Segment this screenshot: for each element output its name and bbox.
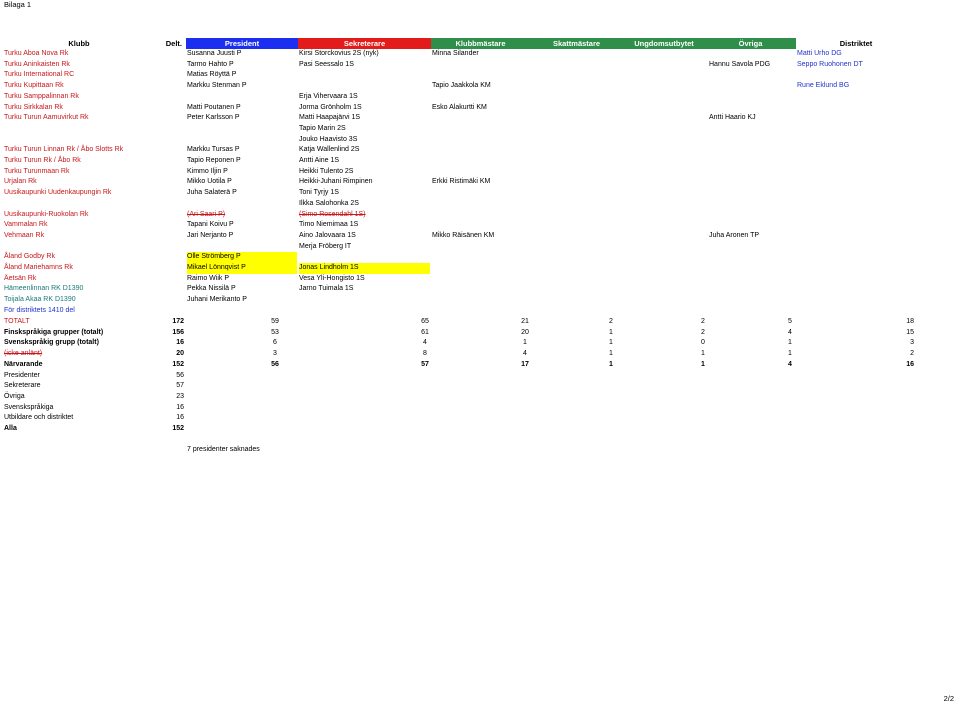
header-delt: Delt. xyxy=(165,39,182,48)
header-sekreterare: Sekreterare xyxy=(298,38,431,49)
summary-label: Utbildare och distriktet xyxy=(4,414,74,422)
sekreterare-cell: Jouko Haavisto 3S xyxy=(299,135,358,143)
sekreterare-cell: Pasi Seessalo 1S xyxy=(299,60,354,68)
summary-label: Presidenter xyxy=(4,371,40,379)
summary-label: Sekreterare xyxy=(4,382,41,390)
totals-label: TOTALT xyxy=(4,318,30,325)
table-row xyxy=(0,49,960,60)
sekreterare-count: 8 xyxy=(423,350,427,358)
club-name: Turku Turun Aamuvirkut Rk xyxy=(4,114,89,122)
table-row xyxy=(0,274,960,285)
table-row xyxy=(0,135,960,146)
ovriga-cell: Antti Haario KJ xyxy=(709,114,756,122)
klubbmastare-count: 21 xyxy=(521,318,529,325)
klubbmastare-count: 1 xyxy=(523,339,527,347)
president-cell: Olle Strömberg P xyxy=(187,252,297,263)
totals-row xyxy=(0,349,960,360)
president-cell: Mikael Lönnqvist P xyxy=(187,263,297,274)
skattmastare-count: 1 xyxy=(609,339,613,347)
president-cell: Juhani Merikanto P xyxy=(187,296,247,304)
klubbmastare-count: 17 xyxy=(521,360,529,368)
klubbmastare-cell: Tapio Jaakkola KM xyxy=(432,82,491,90)
table-row xyxy=(0,145,960,156)
summary-row xyxy=(0,413,960,424)
sekreterare-cell: Aino Jalovaara 1S xyxy=(299,231,356,239)
table-row xyxy=(0,156,960,167)
table-row xyxy=(0,199,960,210)
ovriga-cell: Hannu Savola PDG xyxy=(709,60,771,68)
table-row xyxy=(0,113,960,124)
klubbmastare-count: 4 xyxy=(523,350,527,358)
table-row xyxy=(0,60,960,71)
note-text: 7 presidenter saknades xyxy=(187,446,260,453)
sekreterare-cell: Toni Tyrjy 1S xyxy=(299,189,339,197)
summary-value: 56 xyxy=(176,371,184,379)
sekreterare-cell: (Simo Rosendahl 1S) xyxy=(299,210,366,218)
sekreterare-count: 61 xyxy=(421,328,429,336)
president-cell: Pekka Nissilä P xyxy=(187,285,236,293)
totals-row xyxy=(0,338,960,349)
president-cell: Jari Nerjanto P xyxy=(187,231,234,239)
summary-row xyxy=(0,403,960,414)
sekreterare-cell: Heikki-Juhani Rimpinen xyxy=(299,178,373,186)
table-row xyxy=(0,295,960,306)
table-row xyxy=(0,103,960,114)
table-row xyxy=(0,242,960,253)
ungdomsutbytet-count: 1 xyxy=(701,360,705,368)
sekreterare-count: 65 xyxy=(421,318,429,325)
totals-row xyxy=(0,317,960,328)
sekreterare-cell: Tapio Marin 2S xyxy=(299,124,346,132)
president-cell: Matias Röyttä P xyxy=(187,71,237,79)
table-row xyxy=(0,92,960,103)
page-number: 2/2 xyxy=(943,694,954,703)
club-name: Turku Sirkkalan Rk xyxy=(4,103,63,111)
distriktet-cell: Seppo Ruohonen DT xyxy=(797,60,863,68)
totals-label: Svenskspråkig grupp (totalt) xyxy=(4,339,99,347)
president-cell: Matti Poutanen P xyxy=(187,103,241,111)
president-cell: Susanna Juusti P xyxy=(187,50,242,57)
header-skattmastare: Skattmästare xyxy=(530,38,623,49)
header-president: President xyxy=(186,38,298,49)
distriktet-count: 2 xyxy=(910,350,914,358)
president-cell: (Ari Saari P) xyxy=(187,210,226,218)
skattmastare-count: 1 xyxy=(609,360,613,368)
table-row xyxy=(0,284,960,295)
delt-value: 16 xyxy=(176,339,184,347)
totals-label: Finskspråkiga grupper (totalt) xyxy=(4,328,104,336)
summary-value: 152 xyxy=(172,425,184,432)
club-name: Urjalan Rk xyxy=(4,178,37,186)
club-name: Turku Turunmaan Rk xyxy=(4,167,70,175)
sekreterare-cell: Matti Haapajärvi 1S xyxy=(299,114,361,122)
skattmastare-count: 1 xyxy=(609,328,613,336)
sekreterare-cell: Jarno Tuimala 1S xyxy=(299,285,354,293)
summary-row xyxy=(0,381,960,392)
totals-label: (icke anlänt) xyxy=(4,350,43,358)
club-name: Vehmaan Rk xyxy=(4,231,45,239)
delt-value: 20 xyxy=(176,350,184,358)
table-row xyxy=(0,124,960,135)
table-row xyxy=(0,70,960,81)
president-count: 56 xyxy=(271,360,279,368)
summary-value: 16 xyxy=(176,403,184,411)
summary-row xyxy=(0,424,960,435)
club-name: Turku Samppalinnan Rk xyxy=(4,92,79,100)
president-count: 6 xyxy=(273,339,277,347)
ungdomsutbytet-count: 2 xyxy=(701,318,705,325)
summary-row xyxy=(0,371,960,382)
club-name: Äetsän Rk xyxy=(4,274,37,282)
sekreterare-cell: Kirsi Storckovius 2S (nyk) xyxy=(299,50,379,57)
summary-row xyxy=(0,392,960,403)
president-cell: Raimo Wiik P xyxy=(187,274,230,282)
sekreterare-cell: Heikki Tulento 2S xyxy=(299,167,354,175)
club-name: För distriktets 1410 del xyxy=(4,306,75,314)
delt-value: 152 xyxy=(172,360,184,368)
klubbmastare-cell: Esko Alakurtti KM xyxy=(432,103,487,111)
totals-label: Närvarande xyxy=(4,360,43,368)
header-ungdomsutbytet: Ungdomsutbytet xyxy=(623,38,705,49)
sekreterare-cell: Ilkka Salohonka 2S xyxy=(299,199,359,207)
club-name: Uusikaupunki Uudenkaupungin Rk xyxy=(4,189,112,197)
president-cell: Mikko Uotila P xyxy=(187,178,232,186)
delt-value: 172 xyxy=(172,318,184,325)
summary-value: 16 xyxy=(176,414,184,422)
ovriga-count: 1 xyxy=(788,350,792,358)
sekreterare-cell: Jonas Lindholm 1S xyxy=(299,263,430,274)
table-row xyxy=(0,81,960,92)
distriktet-count: 3 xyxy=(910,339,914,347)
sekreterare-count: 4 xyxy=(423,339,427,347)
sekreterare-cell: Katja Wallenlind 2S xyxy=(299,146,360,154)
president-cell: Tarmo Hahto P xyxy=(187,60,234,68)
sekreterare-count: 57 xyxy=(421,360,429,368)
page-label: Bilaga 1 xyxy=(4,0,32,9)
ovriga-count: 1 xyxy=(788,339,792,347)
skattmastare-count: 1 xyxy=(609,350,613,358)
ungdomsutbytet-count: 1 xyxy=(701,350,705,358)
club-name: Turku International RC xyxy=(4,71,75,79)
table-row xyxy=(0,252,960,263)
president-cell: Tapani Koivu P xyxy=(187,221,234,229)
sekreterare-cell: Erja Vihervaara 1S xyxy=(299,92,358,100)
ungdomsutbytet-count: 0 xyxy=(701,339,705,347)
delt-value: 156 xyxy=(172,328,184,336)
club-name: Turku Turun Rk / Åbo Rk xyxy=(4,157,81,164)
club-name: Turku Aninkaisten Rk xyxy=(4,60,70,68)
table-row xyxy=(0,167,960,178)
president-cell: Peter Karlsson P xyxy=(187,114,240,122)
header-klubbmastare: Klubbmästare xyxy=(431,38,530,49)
ovriga-cell: Juha Aronen TP xyxy=(709,231,760,239)
ovriga-count: 4 xyxy=(788,328,792,336)
header-klubb: Klubb xyxy=(68,39,90,48)
president-count: 59 xyxy=(271,318,279,325)
club-name: Åland Mariehamns Rk xyxy=(4,264,73,271)
president-cell: Markku Tursas P xyxy=(187,146,240,154)
summary-label: Alla xyxy=(4,425,17,432)
distriktet-count: 18 xyxy=(906,318,914,325)
sekreterare-cell: Antti Aine 1S xyxy=(299,157,340,164)
sekreterare-cell: Timo Niemimaa 1S xyxy=(299,221,359,229)
president-count: 53 xyxy=(271,328,279,336)
klubbmastare-cell: Minna Silander xyxy=(432,50,479,57)
president-cell: Juha Salaterä P xyxy=(187,189,237,197)
ovriga-count: 4 xyxy=(788,360,792,368)
distriktet-count: 15 xyxy=(906,328,914,336)
totals-row xyxy=(0,328,960,339)
table-row xyxy=(0,210,960,221)
table-row xyxy=(0,220,960,231)
club-name: Turku Turun Linnan Rk / Åbo Slotts Rk xyxy=(4,146,124,154)
skattmastare-count: 2 xyxy=(609,318,613,325)
club-name: Vammalan Rk xyxy=(4,221,48,229)
club-name: Turku Kupittaan Rk xyxy=(4,82,64,90)
president-cell: Tapio Reponen P xyxy=(187,157,241,164)
table-row xyxy=(0,231,960,242)
distriktet-cell: Rune Eklund BG xyxy=(797,82,850,90)
table-row xyxy=(0,306,960,317)
header-ovriga: Övriga xyxy=(705,38,796,49)
ungdomsutbytet-count: 2 xyxy=(701,328,705,336)
summary-value: 57 xyxy=(176,382,184,390)
sekreterare-cell: Merja Fröberg IT xyxy=(299,242,352,250)
club-name: Uusikaupunki-Ruokolan Rk xyxy=(4,210,89,218)
president-count: 3 xyxy=(273,350,277,358)
summary-value: 23 xyxy=(176,392,184,400)
club-name: Toijala Akaa RK D1390 xyxy=(4,296,76,304)
sekreterare-cell: Jorma Grönholm 1S xyxy=(299,103,362,111)
club-name: Hämeenlinnan RK D1390 xyxy=(4,285,84,293)
header-distriktet: Distriktet xyxy=(839,39,873,48)
summary-label: Svenskspråkiga xyxy=(4,403,54,411)
klubbmastare-cell: Mikko Räisänen KM xyxy=(432,231,495,239)
table-row xyxy=(0,263,960,274)
president-cell: Markku Stenman P xyxy=(187,82,247,90)
distriktet-count: 16 xyxy=(906,360,914,368)
club-name: Åland Godby Rk xyxy=(4,253,55,261)
totals-row xyxy=(0,360,960,371)
distriktet-cell: Matti Urho DG xyxy=(797,50,842,57)
ovriga-count: 5 xyxy=(788,318,792,325)
sekreterare-cell: Vesa Yli-Hongisto 1S xyxy=(299,274,365,282)
klubbmastare-cell: Erkki Ristimäki KM xyxy=(432,178,491,186)
klubbmastare-count: 20 xyxy=(521,328,529,336)
president-cell: Kimmo Iljin P xyxy=(187,167,228,175)
club-name: Turku Aboa Nova Rk xyxy=(4,50,69,57)
table-row xyxy=(0,177,960,188)
table-row xyxy=(0,188,960,199)
summary-label: Övriga xyxy=(4,392,25,400)
